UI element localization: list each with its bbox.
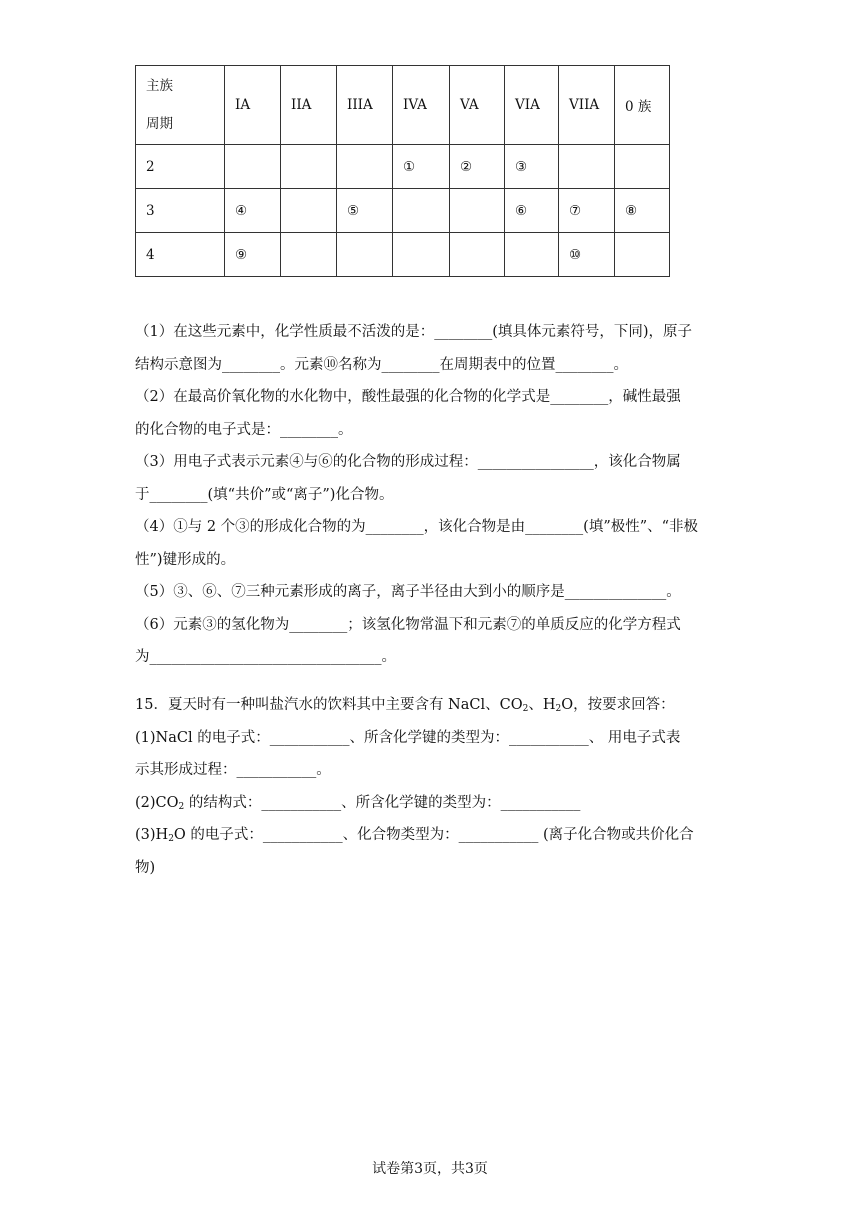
- element-cell: [281, 233, 337, 277]
- question-2-line-2: 的化合物的电子式是：________。: [135, 421, 353, 438]
- question-4-line-2: 性”)键形成的。: [135, 551, 236, 568]
- element-cell: [281, 189, 337, 233]
- element-cell: ①: [393, 145, 450, 189]
- question-4-line-1: （4）①与 2 个③的形成化合物的为________，该化合物是由________(填”极性”、“非极: [135, 519, 699, 535]
- question-14-subparts: [135, 316, 725, 674]
- element-cell: ③: [505, 145, 559, 189]
- question-3-line-2: 于________(填“共价”或“离子”)化合物。: [135, 486, 394, 503]
- page-footer: 试卷第3页，共3页: [372, 1161, 488, 1177]
- co2-prefix: (2)CO: [135, 794, 179, 811]
- group-header: 0 族: [615, 66, 670, 145]
- header-period-label: 周期: [146, 116, 173, 132]
- co2-rest: 的结构式：___________、所含化学键的类型为：___________: [184, 794, 581, 811]
- table-row: [136, 233, 670, 277]
- element-cell: [559, 145, 615, 189]
- element-cell: [393, 189, 450, 233]
- element-cell: [450, 189, 505, 233]
- group-header: IIA: [281, 66, 337, 145]
- element-cell: ⑤: [337, 189, 393, 233]
- group-header: IIIA: [337, 66, 393, 145]
- question-1-line-1: （1）在这些元素中，化学性质最不活泼的是：________(填具体元素符号，下同)，原子: [135, 324, 693, 340]
- intro-text-a: 15．夏天时有一种叫盐汽水的饮料其中主要含有 NaCl、CO: [135, 697, 523, 713]
- group-header: VIA: [505, 66, 559, 145]
- subscript-2: 2: [522, 704, 529, 714]
- subscript-2: 2: [178, 801, 185, 812]
- question-15-part-3-line-1: [135, 819, 725, 852]
- period-cell: 2: [136, 145, 225, 189]
- question-15-part-2: [135, 787, 725, 820]
- question-15-part-1-line-1: (1)NaCl 的电子式：___________、所含化学键的类型为：___________、 用电子式表: [135, 729, 681, 746]
- h2o-prefix: (3)H: [135, 827, 169, 843]
- h2o-rest: O 的电子式：___________、化合物类型为：___________ (离子化合物或共价化合: [173, 827, 694, 843]
- period-cell: 4: [136, 233, 225, 277]
- element-cell: [337, 233, 393, 277]
- element-cell: ⑧: [615, 189, 670, 233]
- intro-text-c: O，按要求回答：: [561, 697, 675, 713]
- element-cell: [615, 145, 670, 189]
- element-cell: ⑥: [505, 189, 559, 233]
- group-header: IA: [225, 66, 281, 145]
- question-15: [135, 689, 725, 884]
- periodic-table: [135, 65, 670, 277]
- element-cell: ⑩: [559, 233, 615, 277]
- table-header-row: [136, 66, 670, 145]
- element-cell: [281, 145, 337, 189]
- group-header: VIIA: [559, 66, 615, 145]
- element-cell: [337, 145, 393, 189]
- question-2-line-1: （2）在最高价氧化物的水化物中，酸性最强的化合物的化学式是________，碱性最强: [135, 389, 681, 405]
- subscript-2: 2: [555, 704, 562, 714]
- element-cell: ④: [225, 189, 281, 233]
- table-row: [136, 145, 670, 189]
- question-15-intro: [135, 689, 725, 722]
- group-header: IVA: [393, 66, 450, 145]
- element-cell: ⑦: [559, 189, 615, 233]
- element-cell: [393, 233, 450, 277]
- table-row: [136, 189, 670, 233]
- header-main-group-label: 主族: [146, 78, 173, 94]
- question-3-line-1: （3）用电子式表示元素④与⑥的化合物的形成过程：________________，该化合物属: [135, 454, 681, 470]
- question-1-line-2: 结构示意图为________。元素⑩名称为________在周期表中的位置________。: [135, 356, 628, 373]
- question-5-line-1: （5）③、⑥、⑦三种元素形成的离子，离子半径由大到小的顺序是______________。: [135, 584, 681, 600]
- element-cell: [225, 145, 281, 189]
- question-15-part-3-line-2: 物): [135, 859, 156, 876]
- subscript-2: 2: [168, 834, 174, 844]
- group-header: VA: [450, 66, 505, 145]
- element-cell: [450, 233, 505, 277]
- element-cell: [505, 233, 559, 277]
- intro-text-b: 、H: [528, 697, 556, 713]
- element-cell: [615, 233, 670, 277]
- period-cell: 3: [136, 189, 225, 233]
- question-15-part-1-line-2: 示其形成过程：___________。: [135, 762, 331, 778]
- header-corner-cell: [136, 66, 225, 145]
- question-6-line-2: 为________________________________。: [135, 649, 396, 665]
- element-cell: ②: [450, 145, 505, 189]
- element-cell: ⑨: [225, 233, 281, 277]
- question-6-line-1: （6）元素③的氢化物为________；该氢化物常温下和元素⑦的单质反应的化学方程式: [135, 616, 681, 633]
